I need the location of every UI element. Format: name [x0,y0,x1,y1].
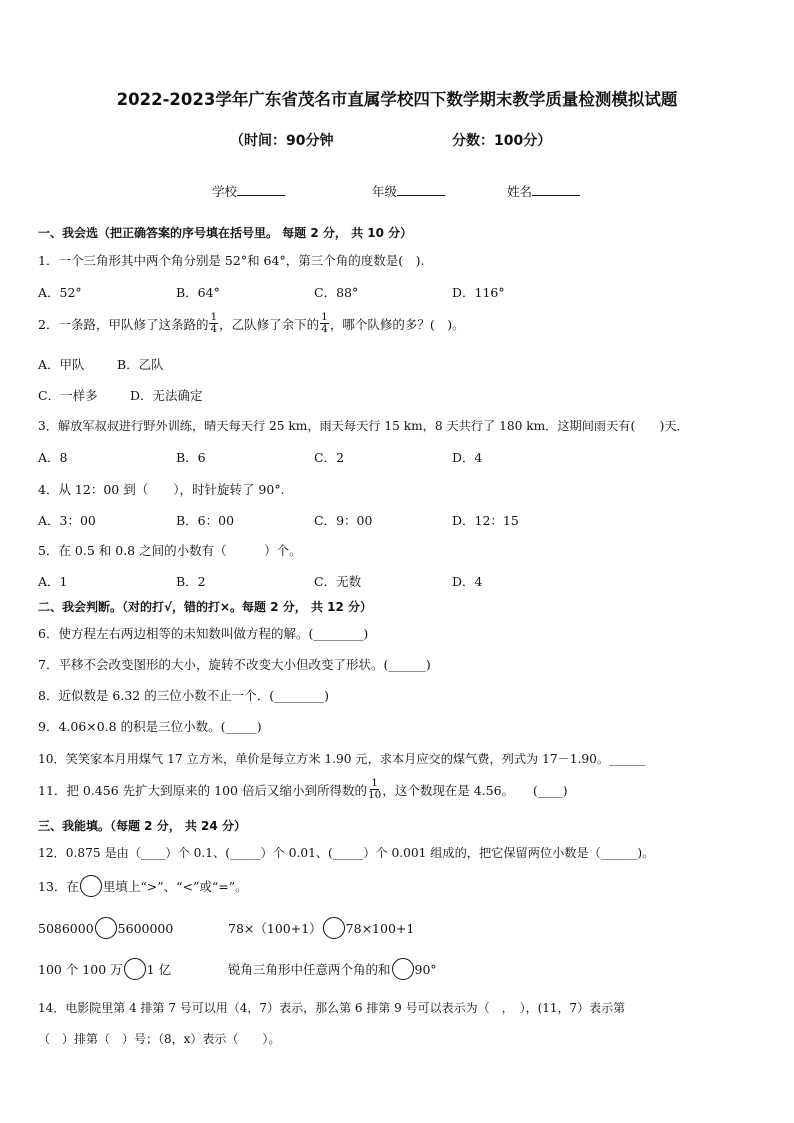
exam-time: （时间：90分钟 [230,133,334,149]
q2-fraction-1: $\frac{1}{4}$ [210,311,218,335]
exam-title: 2022-2023学年广东省茂名市直属学校四下数学期末教学质量检测模拟试题 [116,90,678,109]
q1-option-d[interactable]: D．116° [452,285,505,300]
q11-text-post: ，这个数现在是 4.56。 (____) [382,782,568,798]
question-6: 6．使方程左右两边相等的未知数叫做方程的解。(________) [38,626,369,641]
q13-item-1 [38,917,173,939]
q11-text-pre: 11．把 0.456 先扩大到原来的 100 倍后又缩小到所得数的 [38,782,367,798]
q13-item-2-right: 78×100+1 [345,920,415,936]
q13-item-3-right: 1 亿 [146,962,172,977]
question-1: 1．一个三角形其中两个角分别是 52°和 64°，第三个角的度数是( ). [38,253,425,268]
q13-item-1-right: 5600000 [117,920,174,936]
q13-item-1-circle[interactable] [95,917,117,939]
q5-option-d[interactable]: D．4 [452,574,483,589]
q13-item-1-left: 5086000 [38,920,94,936]
section-3-heading: 三、我能填。（每题 2 分， 共 24 分） [38,819,246,833]
question-8: 8．近似数是 6.32 的三位小数不止一个．(________) [38,688,329,703]
q5-option-a[interactable]: A．1 [38,574,68,589]
q4-option-b[interactable]: B．6：00 [176,513,235,528]
q3-option-c[interactable]: C．2 [314,450,345,465]
section-2-heading: 二、我会判断。（对的打√，错的打×。每题 2 分， 共 12 分） [38,600,372,614]
q2-option-d[interactable]: D．无法确定 [130,388,203,403]
q13-item-2-left: 78×（100+1） [228,921,322,936]
school-field[interactable] [212,182,285,200]
question-9: 9．4.06×0.8 的积是三位小数。(_____) [38,719,262,734]
question-13 [38,875,248,897]
q13-item-4-circle[interactable] [392,958,414,980]
name-blank[interactable] [532,183,580,196]
q4-option-a[interactable]: A．3：00 [38,513,96,528]
q2-option-a[interactable]: A．甲队 [38,357,85,372]
q13-item-3 [38,958,171,980]
q13-item-4 [228,958,437,980]
q11-fraction: $\frac{1}{10}$ [367,777,382,801]
q13-item-4-right: 90° [414,961,437,977]
question-10: 10．笑笑家本月用煤气 17 立方米，单价是每立方米 1.90 元，求本月应交的煤气费，列式为 17－1.90。______ [38,752,646,766]
question-11 [38,778,568,801]
q2-text-pre: 2．一条路，甲队修了这条路的 [38,316,209,332]
q13-item-3-circle[interactable] [124,958,146,980]
q13-item-2-circle[interactable] [323,917,345,939]
exam-score: 分数：100分） [452,133,552,149]
q3-option-a[interactable]: A．8 [38,450,68,465]
question-2 [38,312,465,335]
q2-option-b[interactable]: B．乙队 [117,357,164,372]
q3-option-d[interactable]: D．4 [452,450,483,465]
grade-field[interactable] [372,182,445,200]
school-label: 学校 [212,184,238,199]
q13-text-pre: 13．在 [38,879,79,894]
grade-label: 年级 [372,184,398,199]
name-label: 姓名 [507,184,533,199]
q1-option-b[interactable]: B．64° [176,285,220,300]
q2-fraction-2: $\frac{1}{4}$ [321,311,328,335]
question-3: 3．解放军叔叔进行野外训练，晴天每天行 25 km，雨天每天行 15 km，8 天共行了 180 km．这期间雨天有( )天． [38,419,689,433]
q4-option-c[interactable]: C．9：00 [314,513,373,528]
school-blank[interactable] [237,183,285,196]
section-1-heading: 一、我会选（把正确答案的序号填在括号里。 每题 2 分， 共 10 分） [38,226,413,240]
question-14-line-2: （ ）排第（ ）号；（8，x）表示（ ）。 [38,1032,281,1046]
circle-blank-icon [80,875,102,897]
question-4: 4．从 12：00 到（ ），时针旋转了 90°. [38,482,285,497]
q2-text-post: ，哪个队修的多？( )。 [329,316,465,332]
q5-option-b[interactable]: B．2 [176,574,206,589]
grade-blank[interactable] [397,183,445,196]
name-field[interactable] [507,182,580,200]
q3-option-b[interactable]: B．6 [176,450,206,465]
q13-item-4-left: 锐角三角形中任意两个角的和 [228,962,391,977]
q13-item-2 [228,917,414,939]
q4-option-d[interactable]: D．12：15 [452,513,519,528]
question-14-line-1: 14．电影院里第 4 排第 7 号可以用（4，7）表示，那么第 6 排第 9 号可以表示为（ ， ），(11，7）表示第 [38,1001,626,1015]
q2-option-c[interactable]: C．一样多 [38,388,98,403]
question-12: 12．0.875 是由（____）个 0.1、(_____）个 0.01、(_____）个 0.001 组成的，把它保留两位小数是（______)。 [38,846,655,860]
q13-text-post: 里填上“>”、“<”或“=”。 [102,879,248,894]
q5-option-c[interactable]: C．无数 [314,574,362,589]
q1-option-c[interactable]: C．88° [314,285,359,300]
question-7: 7．平移不会改变图形的大小，旋转不改变大小但改变了形状。(______) [38,657,431,672]
q13-item-3-left: 100 个 100 万 [38,962,123,977]
q2-text-mid: ，乙队修了余下的 [219,316,320,332]
q1-option-a[interactable]: A．52° [38,285,82,300]
question-5: 5．在 0.5 和 0.8 之间的小数有（ ）个。 [38,543,302,558]
